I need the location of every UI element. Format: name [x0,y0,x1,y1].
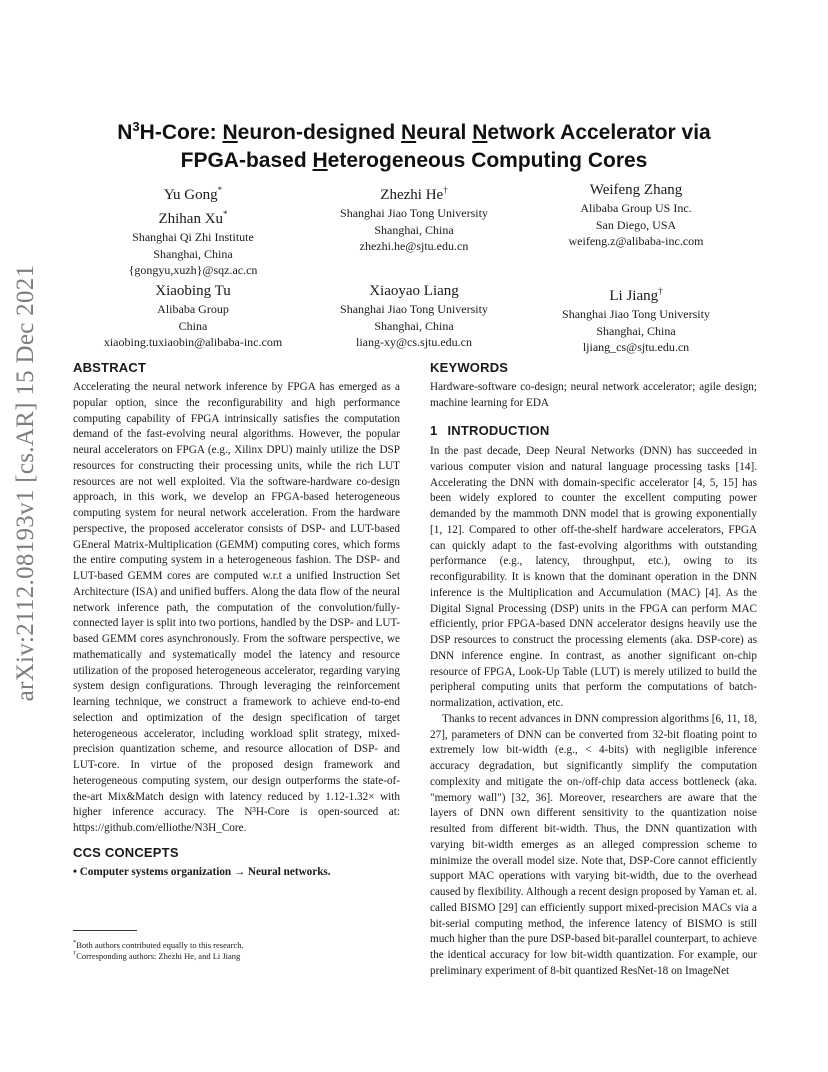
author-name: Xiaobing Tu [155,283,231,299]
author-email: zhezhi.he@sjtu.edu.cn [359,239,469,253]
abstract-section [73,360,400,837]
author-affiliation: Shanghai Jiao Tong University [340,206,488,220]
author-location: Shanghai, China [596,323,676,338]
author-location: Shanghai, China [374,318,454,333]
introduction-paragraph-1: In the past decade, Deep Neural Networks (DNN) has succeeded in various computer vision and natural language processing tasks [14]. Accelerating the DNN with domain-specific accelerator [4, 5, 15] has been widely explored to counter the excellent computing power demanded by the mammoth DNN model that is growing exponentially [1, 12]. Compared to other off-the-shelf hardware accelerators, FPGA can quickly adapt to the fast-evolving algorithms with outstanding performance (e.g., latency, throughput, etc.), owing to its reconfigurability. It is known that the dominant operation in the DNN inference is the Multiplication and Accumulation (MAC) [4]. As the Digital Signal Processing (DSP) units in the FPGA can perform MAC efficiently, prior FPGA-based DNN accelerator designs heavily use the DSP resources to construct the processing elements (aka. DSP-core) as DNN inference engine. In contrast, as another significant on-chip resource of FPGA, Look-Up Table (LUT) is merely utilized to build the peripheral computing units that perform the computations of batch-normalization, activation, etc. [430,445,757,709]
author-location: San Diego, USA [595,217,677,232]
keywords-text: Hardware-software co-design; neural network accelerator; agile design; machine learning for EDA [430,381,757,409]
author-name: Zhihan Xu [158,211,224,227]
abstract-text: Accelerating the neural network inference by FPGA has emerged as a popular option, since the reconfigurability and high performance computing capability of FPGA intrinsically satisfies the computation demand of the fast-evolving neural algorithms. However, the popular neural accelerators on FPGA (e.g., Xilinx DPU) mainly utilize the DSP resources for constructing their processing units, while the rich LUT resources are not well exploited. Via the software-hardware co-design approach, in this work, we develop an FPGA-based heterogeneous computing system for neural network acceleration. From the hardware perspective, the proposed accelerator consists of DSP- and LUT-based GEneral Matrix-Multiplication (GEMM) computing cores, which forms the entire computing system in a heterogeneous fashion. The DSP- and LUT-based GEMM cores are computed w.r.t a unified Instruction Set Architecture (ISA) and unified buffers. Along the data flow of the neural network inference path, the computation of the convolution/fully-connected layer is split into two portions, handled by the DSP- and LUT-based GEMM cores asynchronously. From the software perspective, we mathematically and systematically model the latency and resource utilization of the proposed heterogeneous accelerator, regarding varying system design configurations. Through leveraging the reinforcement learning technique, we construct a framework to achieve end-to-end selection and optimization of the design specification of target heterogeneous accelerator, including workload split strategy, mixed-precision quantization scheme, and resource allocation of DSP- and LUT-core. In virtue of the proposed design framework and heterogeneous computing system, our design outperforms the state-of-the-art Mix&Match design with latency reduced by 1.12-1.32× with higher inference accuracy. The N³H-Core is open-sourced at: https://github.com/elliothe/N3H_Core. [73,381,400,834]
ccs-section [73,845,400,881]
author-block-1: Yu Gong* Zhihan Xu* Shanghai Qi Zhi Institute Shanghai, China {gongyu,xuzh}@sqz.ac.cn [73,181,313,279]
title-line-2: FPGA-based Heterogeneous Computing Cores [180,149,648,172]
arxiv-identifier: arXiv:2112.08193v1 [cs.AR] 15 Dec 2021 [12,264,39,702]
author-email: weifeng.z@alibaba-inc.com [568,234,704,248]
footnote-divider [73,930,137,931]
introduction-heading: 1 INTRODUCTION [430,423,550,438]
author-name: Li Jiang [609,288,659,304]
author-email: liang-xy@cs.sjtu.edu.cn [355,335,473,349]
footnote-equal-contribution: *Both authors contributed equally to this research. [73,939,244,950]
title-line-1: $N^3H$-Core: Neuron-designed Neural Network Accelerator via [117,119,711,144]
author-location: Shanghai, China [153,246,233,261]
author-affiliation: Alibaba Group US Inc. [580,201,692,215]
author-affiliation: Shanghai Jiao Tong University [340,302,488,316]
ccs-heading: CCS CONCEPTS [73,845,179,860]
author-name: Yu Gong [163,187,218,203]
abstract-heading: ABSTRACT [73,360,147,375]
author-block-6: Li Jiang† Shanghai Jiao Tong University Shanghai, China ljiang_cs@sjtu.edu.cn [516,282,756,356]
author-block-2: Zhezhi He† Shanghai Jiao Tong University Shanghai, China zhezhi.he@sjtu.edu.cn [294,181,534,255]
introduction-paragraph-2: Thanks to recent advances in DNN compression algorithms [6, 11, 18, 27], parameters of DNN can be converted from 32-bit floating point to extremely low bit-width (e.g., < 4-bits) with negligible inference accuracy degradation, but significantly simplify the computation complexity and mitigate the on-/off-chip data access bottleneck (aka. "memory wall") [32, 36]. Moreover, researchers are aware that the layers of DNN own different sensitivity to the quantization noise resulted from different bit-width. Thus, the DNN quantization with varying bit-width emerges as an alleged compression scheme to minimize the overall model size. Note that, DSP-Core cannot efficiently support MAC operations with varying bit-width, due to the overhead caused by flexibility. Although a recent design proposed by Yaman et. al. called BISMO [29] can efficiently support mixed-precision MACs via a bit-serial computing method, the inference latency of BISMO is still much higher than the pure DSP-based bit-parallel counterpart, to achieve the identical accuracy for low bit-width quantization. For example, our preliminary experiment of 8-bit quantized ResNet-18 on ImageNet [430,712,757,977]
author-name: Xiaoyao Liang [369,283,459,299]
footnote-corresponding: †Corresponding authors: Zhezhi He, and Li Jiang [73,950,241,961]
author-block-3 [516,181,756,250]
author-email: {gongyu,xuzh}@sqz.ac.cn [128,263,258,277]
author-location: China [178,318,208,333]
author-email: ljiang_cs@sjtu.edu.cn [582,340,690,354]
paper-title [70,113,758,175]
author-name: Zhezhi He [380,187,444,203]
author-affiliation: Shanghai Qi Zhi Institute [132,230,254,244]
author-affiliation: Alibaba Group [157,302,229,316]
ccs-text: • Computer systems organization → Neural networks. [73,866,331,878]
author-affiliation: Shanghai Jiao Tong University [562,307,710,321]
keywords-section [430,360,757,412]
introduction-section [430,423,757,980]
author-name: Weifeng Zhang [589,182,683,198]
author-email: xiaobing.tuxiaobin@alibaba-inc.com [103,335,283,349]
author-block-5 [294,282,534,351]
keywords-heading: KEYWORDS [430,360,509,375]
author-block-4 [73,282,313,351]
author-location: Shanghai, China [374,222,454,237]
